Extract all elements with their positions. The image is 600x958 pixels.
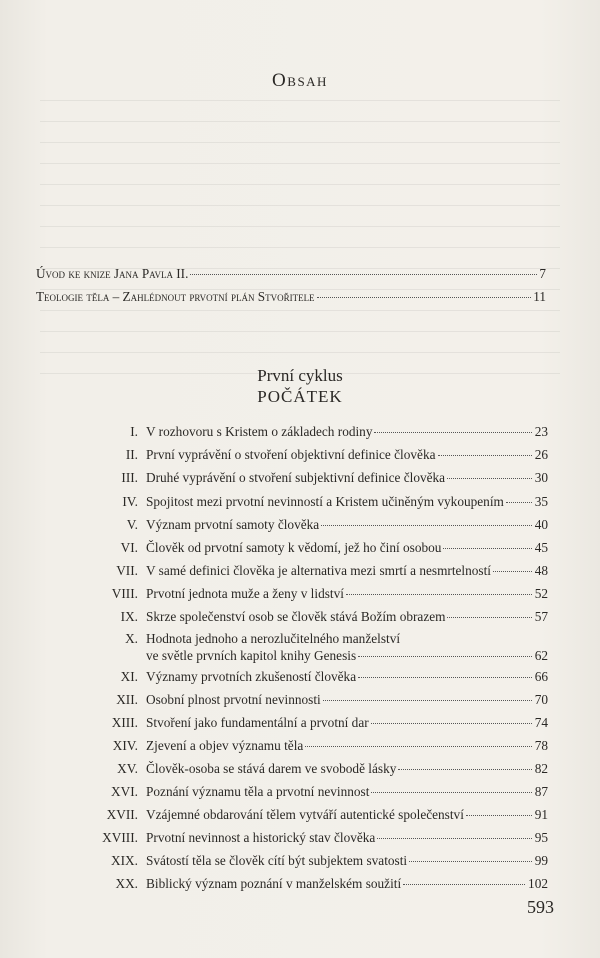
chapter-page: 70 [534, 692, 548, 707]
chapter-number: II. [125, 447, 138, 462]
chapter-page: 45 [534, 540, 548, 555]
dot-leader [506, 502, 532, 503]
chapter-page: 102 [528, 876, 548, 891]
chapter-page: 91 [534, 807, 548, 822]
dot-leader [377, 838, 531, 839]
chapter-title: První vyprávění o stvoření objektivní definice člověka [146, 447, 436, 462]
chapter-number: III. [121, 470, 138, 485]
dot-leader [305, 746, 531, 747]
chapter-number: IX. [120, 609, 138, 624]
chapter-number: XIX. [111, 853, 138, 868]
chapter-number: VIII. [111, 586, 138, 601]
toc-intro-title: Úvod ke knize Jana Pavla II. [36, 266, 189, 281]
toc-row [60, 585, 548, 602]
page-number: 593 [527, 897, 554, 917]
chapter-number: I. [130, 424, 138, 439]
chapter-number: XII. [116, 692, 138, 707]
dot-leader [438, 455, 532, 456]
dot-leader [371, 723, 532, 724]
dot-leader [374, 432, 531, 433]
toc-row [60, 783, 548, 800]
toc-row [60, 806, 548, 823]
dot-leader [190, 274, 537, 275]
toc-intro-entry [36, 289, 546, 305]
chapter-page: 40 [534, 517, 548, 532]
chapter-page: 66 [534, 669, 548, 684]
chapter-title: Prvotní nevinnost a historický stav člověka [146, 830, 376, 845]
chapter-title: Význam prvotní samoty člověka [146, 517, 320, 532]
chapter-title: Člověk od prvotní samoty k vědomí, jež ho činí osobou [146, 540, 442, 555]
chapter-number: IV. [122, 494, 138, 509]
chapter-number: XIII. [111, 715, 138, 730]
dot-leader [409, 861, 532, 862]
chapter-number: XVII. [106, 807, 138, 822]
chapter-number: VII. [116, 563, 138, 578]
chapter-title: Biblický význam poznání v manželském soužití [146, 876, 402, 891]
toc-intro-page: 7 [539, 266, 546, 281]
toc-row [60, 562, 548, 579]
dot-leader [371, 792, 531, 793]
chapter-number: X. [125, 631, 138, 646]
bleed-through-text [40, 80, 560, 400]
chapter-number: XVIII. [102, 830, 138, 845]
cycle-title: POČÁTEK [257, 387, 343, 406]
toc-row [60, 875, 548, 892]
chapter-title: Osobní plnost prvotní nevinnosti [146, 692, 321, 707]
dot-leader [447, 617, 531, 618]
chapter-page: 48 [534, 563, 548, 578]
toc-row [60, 469, 548, 486]
chapter-title: Stvoření jako fundamentální a prvotní dar [146, 715, 369, 730]
dot-leader [403, 884, 525, 885]
chapter-title: Druhé vyprávění o stvoření subjektivní definice člověka [146, 470, 446, 485]
chapter-title: Prvotní jednota muže a ženy v lidství [146, 586, 344, 601]
toc-heading: Obsah [272, 70, 328, 91]
toc-row [60, 668, 548, 685]
chapter-title: Spojitost mezi prvotní nevinností a Kristem učiněným vykoupením [146, 494, 504, 509]
toc-row [60, 852, 548, 869]
dot-leader [321, 525, 532, 526]
chapter-number: XI. [120, 669, 138, 684]
toc-intro-title: Teologie těla – Zahlédnout prvotní plán Stvořitele [36, 289, 315, 304]
chapter-title: Významy prvotních zkušeností člověka [146, 669, 357, 684]
chapter-title: V samé definici člověka je alternativa mezi smrtí a nesmrtelností [146, 563, 491, 578]
chapter-title: Vzájemné obdarování tělem vytváří autentické společenství [146, 807, 464, 822]
chapter-title-line1: Hodnota jednoho a nerozlučitelného manželství [146, 631, 401, 646]
chapter-page: 52 [534, 586, 548, 601]
dot-leader [317, 297, 532, 298]
chapter-title: Poznání významu těla a prvotní nevinnost [146, 784, 370, 799]
chapter-page: 62 [534, 648, 548, 663]
chapter-title: Zjevení a objev významu těla [146, 738, 304, 753]
dot-leader [358, 656, 532, 657]
toc-row [60, 829, 548, 846]
chapter-page: 23 [534, 424, 548, 439]
dot-leader [323, 700, 532, 701]
toc-row [60, 760, 548, 777]
dot-leader [466, 815, 532, 816]
dot-leader [346, 594, 532, 595]
toc-row [60, 608, 548, 625]
chapter-number: V. [126, 517, 138, 532]
toc-row [60, 446, 548, 463]
cycle-label: První cyklus [257, 366, 343, 385]
dot-leader [398, 769, 531, 770]
chapter-page: 57 [534, 609, 548, 624]
toc-row [60, 516, 548, 533]
toc-row [60, 714, 548, 731]
toc-row [60, 493, 548, 510]
chapter-number: XV. [117, 761, 138, 776]
toc-intro-page: 11 [533, 289, 546, 304]
chapter-page: 30 [534, 470, 548, 485]
toc-row [60, 630, 548, 664]
chapter-page: 74 [534, 715, 548, 730]
toc-intro-entry [36, 266, 546, 282]
chapter-title: Člověk-osoba se stává darem ve svobodě lásky [146, 761, 397, 776]
dot-leader [358, 677, 532, 678]
chapter-page: 35 [534, 494, 548, 509]
toc-row [60, 423, 548, 440]
chapter-page: 99 [534, 853, 548, 868]
toc-row [60, 539, 548, 556]
chapter-title: Skrze společenství osob se člověk stává Božím obrazem [146, 609, 446, 624]
chapter-number: VI. [120, 540, 138, 555]
chapter-page: 95 [534, 830, 548, 845]
toc-row [60, 737, 548, 754]
dot-leader [447, 478, 532, 479]
chapter-title-line2: ve světle prvních kapitol knihy Genesis [146, 648, 357, 663]
chapter-number: XVI. [111, 784, 138, 799]
dot-leader [493, 571, 532, 572]
chapter-page: 26 [534, 447, 548, 462]
chapter-number: XIV. [112, 738, 138, 753]
toc-row [60, 691, 548, 708]
chapter-page: 87 [534, 784, 548, 799]
chapter-page: 78 [534, 738, 548, 753]
chapter-number: XX. [115, 876, 138, 891]
chapter-page: 82 [534, 761, 548, 776]
dot-leader [443, 548, 531, 549]
chapter-title: Svátostí těla se člověk cítí být subjektem svatosti [146, 853, 408, 868]
chapter-title: V rozhovoru s Kristem o základech rodiny [146, 424, 373, 439]
